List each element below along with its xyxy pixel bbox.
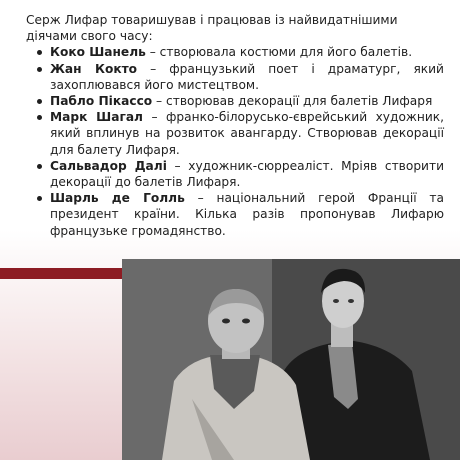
person-name: Коко Шанель — [50, 45, 146, 60]
list-item — [26, 190, 444, 239]
main-text-block — [26, 12, 444, 239]
left-figure-eye — [242, 319, 250, 324]
intro-paragraph: Серж Лифар товаришував і працював із найвидатнішими діячами свого часу: — [26, 13, 398, 44]
person-description: – національний герой Франції та президент країни. Кілька разів пропонував Лифарю французьке громадянство. — [50, 191, 445, 238]
person-description: – художник-сюрреаліст. Мріяв створити декорації до балетів Лифаря. — [50, 158, 444, 190]
photo-illustration — [122, 259, 460, 460]
people-list — [26, 44, 444, 238]
list-item — [26, 61, 444, 93]
person-description: – франко-білорусько-єврейський художник, який вплинув на розвиток авангарду. Створював декорації для балету Лифаря. — [50, 110, 444, 157]
list-item — [26, 93, 444, 109]
person-name: Пабло Пікассо — [50, 94, 153, 109]
person-name: Марк Шагал — [50, 110, 143, 125]
list-item — [26, 158, 444, 190]
person-name: Шарль де Голль — [50, 191, 185, 206]
person-description: – створювала костюми для його балетів. — [145, 45, 413, 60]
person-name: Жан Кокто — [50, 61, 138, 76]
list-item — [26, 109, 444, 158]
person-name: Сальвадор Далі — [50, 158, 167, 173]
list-item — [26, 44, 444, 60]
right-figure-eye — [348, 299, 354, 303]
accent-bar-left — [0, 268, 122, 279]
person-description: – створював декорації для балетів Лифаря — [152, 94, 433, 109]
right-figure-eye — [333, 299, 339, 303]
left-figure-eye — [222, 319, 230, 324]
historical-photo — [122, 259, 460, 460]
person-description: – французький поет і драматург, який захоплювався його мистецтвом. — [50, 61, 444, 92]
